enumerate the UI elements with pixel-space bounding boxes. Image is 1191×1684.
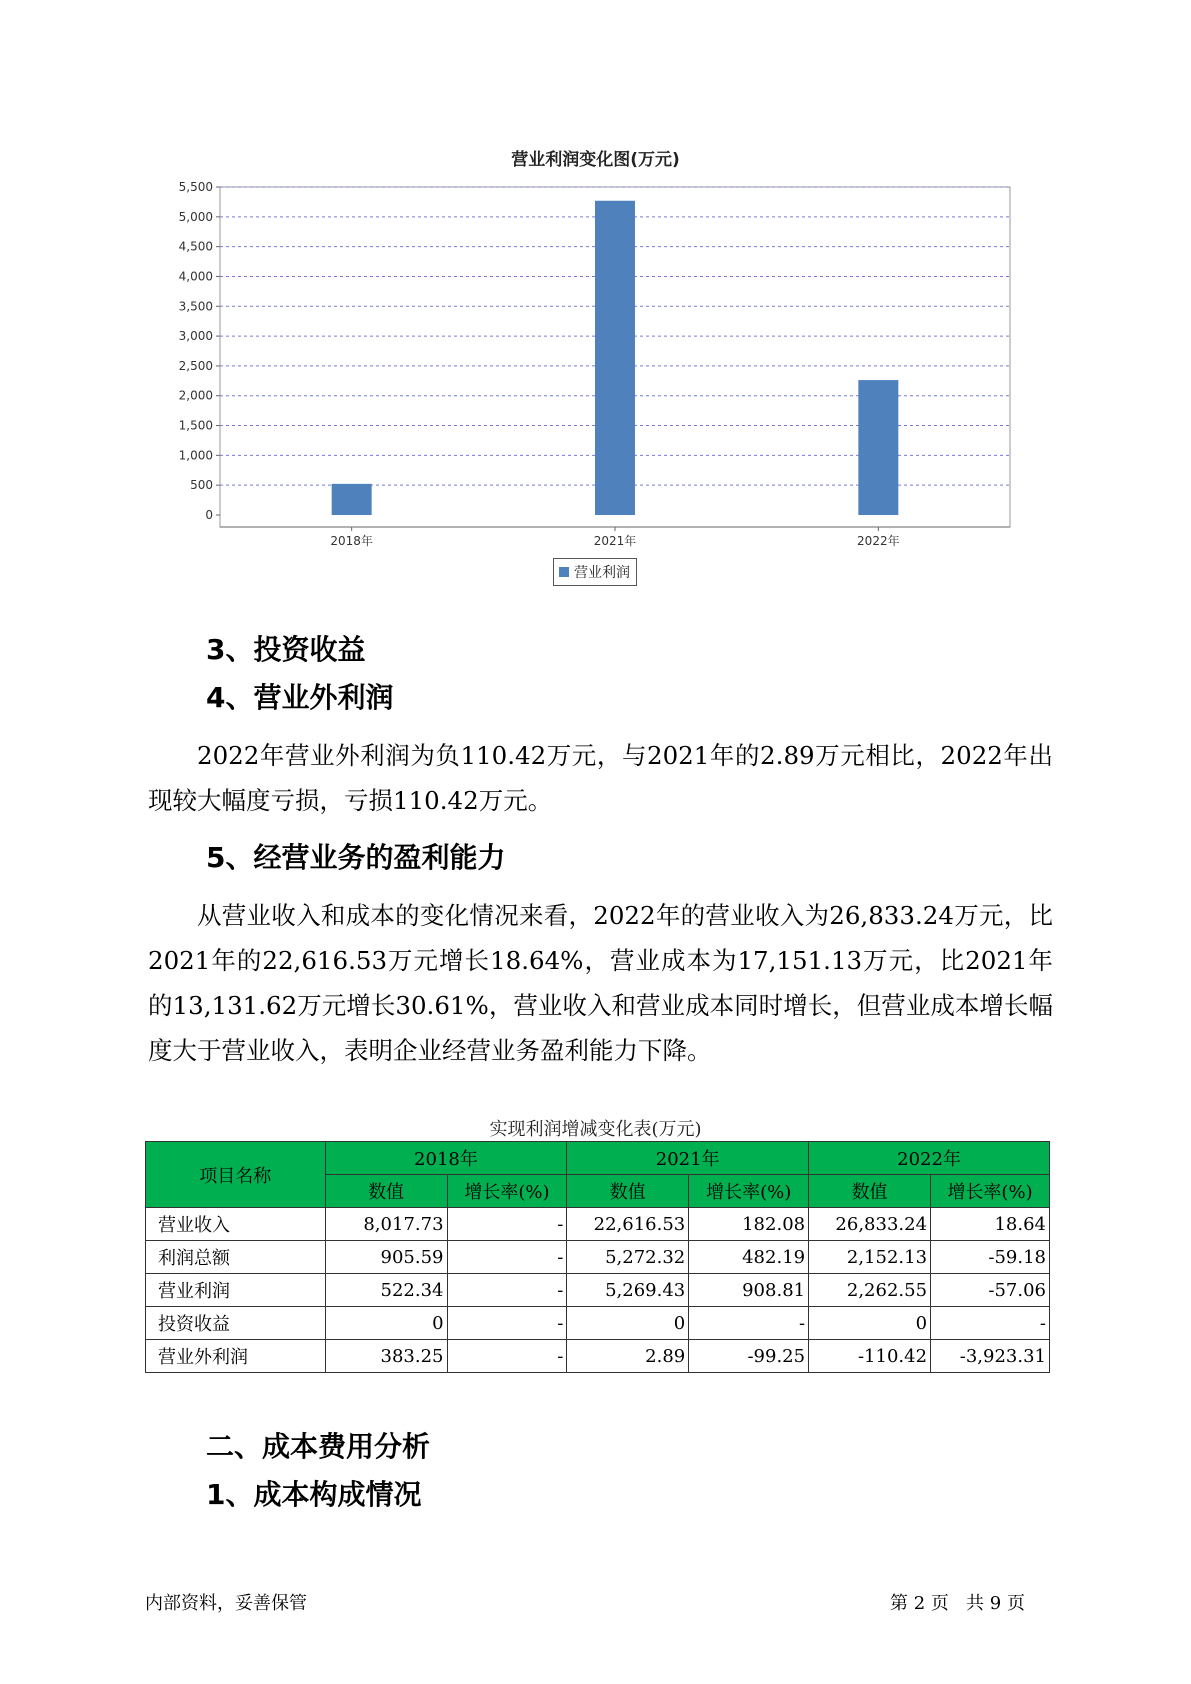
section-heading-cost-structure: 1、成本构成情况 xyxy=(206,1478,422,1511)
y-tick-label: 3,500 xyxy=(178,299,213,314)
row-label: 利润总额 xyxy=(146,1241,326,1274)
y-tick-label: 1,500 xyxy=(178,418,213,433)
bar xyxy=(858,380,898,515)
growth-cell: -59.18 xyxy=(931,1241,1050,1274)
table-row xyxy=(146,1241,1050,1274)
growth-cell: - xyxy=(447,1307,567,1340)
row-label: 营业利润 xyxy=(146,1274,326,1307)
part-heading-cost-analysis: 二、成本费用分析 xyxy=(206,1430,431,1463)
table-row xyxy=(146,1307,1050,1340)
x-tick-label: 2018年 xyxy=(330,534,373,548)
growth-cell: 482.19 xyxy=(689,1241,809,1274)
chart-title: 营业利润变化图(万元) xyxy=(511,150,680,170)
y-tick-label: 0 xyxy=(205,508,213,522)
value-cell: 5,272.32 xyxy=(567,1241,689,1274)
section-heading-profitability: 5、经营业务的盈利能力 xyxy=(206,841,506,874)
growth-cell: - xyxy=(689,1307,809,1340)
section-heading-investment-income: 3、投资收益 xyxy=(206,633,366,666)
footer-note: 内部资料，妥善保管 xyxy=(145,1593,307,1614)
paragraph-profitability: 从营业收入和成本的变化情况来看，2022年的营业收入为26,833.24万元，比2021年的22,616.53万元增长18.64%，营业成本为17,151.13万元，比2021年的13,131.62万元增长30.61%，营业收入和营业成本同时增长，但营业成本增长幅度大于营业收入，表明企业经营业务盈利能力下降。 xyxy=(148,901,1053,1065)
y-tick-label: 2,000 xyxy=(178,388,213,403)
header-growth: 增长率(%) xyxy=(931,1175,1050,1208)
value-cell: 0 xyxy=(809,1307,931,1340)
value-cell: 2.89 xyxy=(567,1340,689,1373)
growth-cell: - xyxy=(931,1307,1050,1340)
value-cell: 22,616.53 xyxy=(567,1208,689,1241)
x-tick-label: 2021年 xyxy=(593,534,637,548)
header-year: 2022年 xyxy=(809,1142,1050,1175)
value-cell: 5,269.43 xyxy=(567,1274,689,1307)
x-tick-label: 2022年 xyxy=(857,534,900,548)
table-row xyxy=(146,1208,1050,1241)
header-value: 数值 xyxy=(809,1175,931,1208)
growth-cell: -57.06 xyxy=(931,1274,1050,1307)
value-cell: 522.34 xyxy=(325,1274,447,1307)
table-row xyxy=(146,1274,1050,1307)
row-label: 营业收入 xyxy=(146,1208,326,1241)
y-tick-label: 5,500 xyxy=(178,180,213,194)
chart-legend xyxy=(553,558,637,586)
value-cell: 0 xyxy=(325,1307,447,1340)
header-value: 数值 xyxy=(567,1175,689,1208)
growth-cell: - xyxy=(447,1208,567,1241)
y-tick-label: 1,000 xyxy=(178,448,213,463)
header-growth: 增长率(%) xyxy=(447,1175,567,1208)
value-cell: 8,017.73 xyxy=(325,1208,447,1241)
section-heading-non-operating-profit: 4、营业外利润 xyxy=(206,681,394,714)
value-cell: 905.59 xyxy=(325,1241,447,1274)
value-cell: -110.42 xyxy=(809,1340,931,1373)
growth-cell: -3,923.31 xyxy=(931,1340,1050,1373)
header-year: 2018年 xyxy=(325,1142,567,1175)
growth-cell: 18.64 xyxy=(931,1208,1050,1241)
bar-chart xyxy=(150,175,1020,550)
bar xyxy=(332,484,372,515)
header-year: 2021年 xyxy=(567,1142,809,1175)
row-label: 营业外利润 xyxy=(146,1340,326,1373)
profit-change-table xyxy=(145,1141,1050,1373)
header-value: 数值 xyxy=(325,1175,447,1208)
growth-cell: - xyxy=(447,1241,567,1274)
value-cell: 383.25 xyxy=(325,1340,447,1373)
table-caption: 实现利润增减变化表(万元) xyxy=(489,1119,702,1140)
value-cell: 0 xyxy=(567,1307,689,1340)
y-tick-label: 3,000 xyxy=(178,329,213,344)
value-cell: 2,152.13 xyxy=(809,1241,931,1274)
y-tick-label: 5,000 xyxy=(178,209,213,224)
header-item-name: 项目名称 xyxy=(146,1142,326,1208)
value-cell: 2,262.55 xyxy=(809,1274,931,1307)
paragraph-non-operating-profit: 2022年营业外利润为负110.42万元，与2021年的2.89万元相比，2022年出现较大幅度亏损，亏损110.42万元。 xyxy=(148,741,1053,815)
legend-swatch xyxy=(559,567,569,577)
y-tick-label: 500 xyxy=(190,478,213,493)
table-row xyxy=(146,1340,1050,1373)
bar xyxy=(595,201,635,515)
legend-label: 营业利润 xyxy=(574,565,630,581)
page-number: 第 2 页 共 9 页 xyxy=(890,1593,1025,1614)
value-cell: 26,833.24 xyxy=(809,1208,931,1241)
growth-cell: - xyxy=(447,1274,567,1307)
growth-cell: - xyxy=(447,1340,567,1373)
y-tick-label: 2,500 xyxy=(178,358,213,373)
growth-cell: 908.81 xyxy=(689,1274,809,1307)
growth-cell: -99.25 xyxy=(689,1340,809,1373)
row-label: 投资收益 xyxy=(146,1307,326,1340)
y-tick-label: 4,000 xyxy=(178,269,213,284)
growth-cell: 182.08 xyxy=(689,1208,809,1241)
y-tick-label: 4,500 xyxy=(178,239,213,254)
header-growth: 增长率(%) xyxy=(689,1175,809,1208)
